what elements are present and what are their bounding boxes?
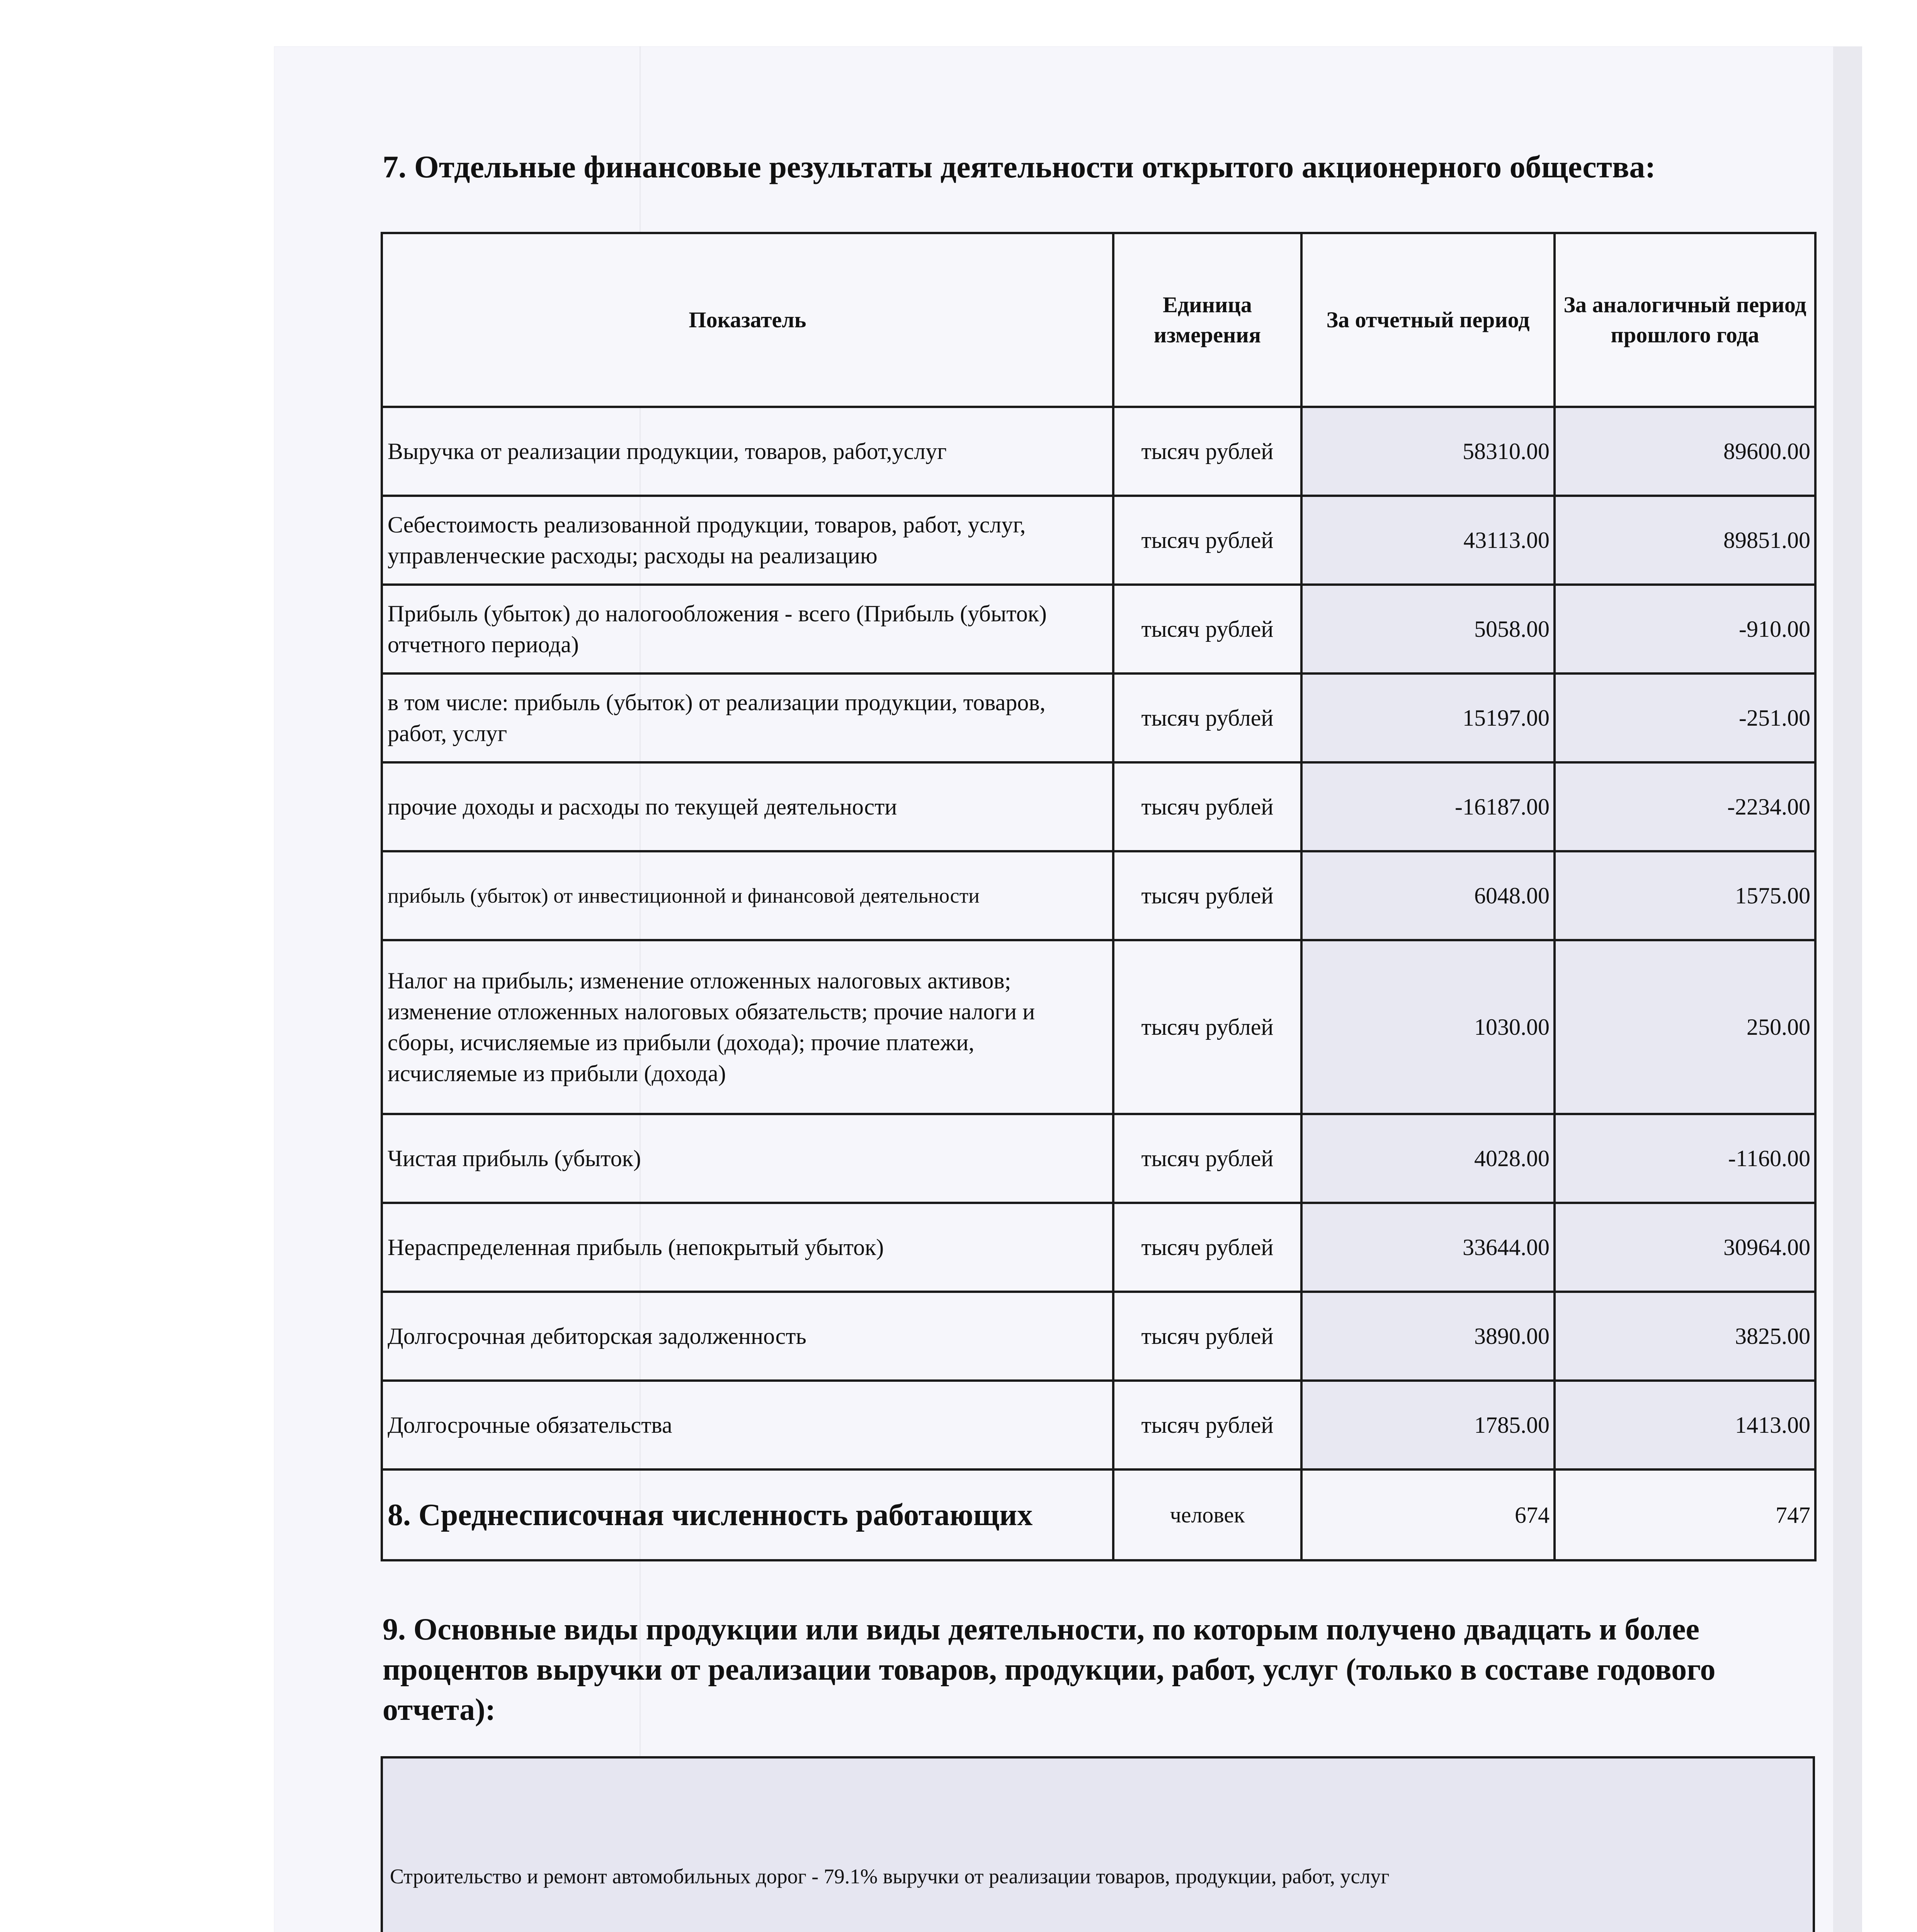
header-current-period: За отчетный период <box>1301 233 1555 407</box>
row-unit: тысяч рублей <box>1113 851 1301 940</box>
row-current: 4028.00 <box>1301 1114 1555 1203</box>
row-name: Долгосрочные обязательства <box>382 1381 1113 1469</box>
row-unit: тысяч рублей <box>1113 585 1301 673</box>
row-current: 33644.00 <box>1301 1203 1555 1292</box>
table-row <box>382 407 1815 496</box>
header-indicator: Показатель <box>382 233 1113 407</box>
row-unit: тысяч рублей <box>1113 1203 1301 1292</box>
row-previous: -251.00 <box>1555 673 1815 762</box>
row-previous: 1575.00 <box>1555 851 1815 940</box>
row-previous: -1160.00 <box>1555 1114 1815 1203</box>
row-current: 15197.00 <box>1301 673 1555 762</box>
row-unit: тысяч рублей <box>1113 1381 1301 1469</box>
table-row <box>382 673 1815 762</box>
section-7-title: 7. Отдельные финансовые результаты деятельности открытого акционерного общества: <box>383 149 1656 184</box>
row-unit: тысяч рублей <box>1113 673 1301 762</box>
table-header-row <box>382 233 1815 407</box>
employee-current: 674 <box>1301 1469 1555 1560</box>
table-row <box>382 851 1815 940</box>
row-name: в том числе: прибыль (убыток) от реализации продукции, товаров, работ, услуг <box>382 673 1113 762</box>
row-current: 43113.00 <box>1301 496 1555 585</box>
table-row <box>382 1203 1815 1292</box>
row-current: 1030.00 <box>1301 940 1555 1114</box>
section-8-title: 8. Среднесписочная численность работающих <box>382 1469 1113 1560</box>
header-unit: Единица измерения <box>1113 233 1301 407</box>
section-9-title: 9. Основные виды продукции или виды деятельности, по которым получено двадцать и более процентов выручки от реализации товаров, продукции, работ, услуг (только в составе годового отчета): <box>383 1612 1716 1727</box>
row-name: прибыль (убыток) от инвестиционной и финансовой деятельности <box>382 851 1113 940</box>
row-name: прочие доходы и расходы по текущей деятельности <box>382 762 1113 851</box>
row-current: 5058.00 <box>1301 585 1555 673</box>
row-current: 6048.00 <box>1301 851 1555 940</box>
row-current: 1785.00 <box>1301 1381 1555 1469</box>
row-current: 3890.00 <box>1301 1292 1555 1381</box>
row-unit: тысяч рублей <box>1113 1292 1301 1381</box>
row-previous: 3825.00 <box>1555 1292 1815 1381</box>
table-row <box>382 1114 1815 1203</box>
row-unit: тысяч рублей <box>1113 940 1301 1114</box>
table-row <box>382 1381 1815 1469</box>
row-previous: 89600.00 <box>1555 407 1815 496</box>
employee-unit: человек <box>1113 1469 1301 1560</box>
financial-results-table <box>381 232 1817 1561</box>
table-row <box>382 1292 1815 1381</box>
row-unit: тысяч рублей <box>1113 1114 1301 1203</box>
main-activity-box <box>381 1756 1815 1932</box>
row-name: Долгосрочная дебиторская задолженность <box>382 1292 1113 1381</box>
row-previous: -2234.00 <box>1555 762 1815 851</box>
row-name: Прибыль (убыток) до налогообложения - всего (Прибыль (убыток) отчетного периода) <box>382 585 1113 673</box>
row-unit: тысяч рублей <box>1113 762 1301 851</box>
row-previous: 250.00 <box>1555 940 1815 1114</box>
row-unit: тысяч рублей <box>1113 407 1301 496</box>
row-current: -16187.00 <box>1301 762 1555 851</box>
row-unit: тысяч рублей <box>1113 496 1301 585</box>
row-previous: 30964.00 <box>1555 1203 1815 1292</box>
table-row <box>382 762 1815 851</box>
table-row <box>382 940 1815 1114</box>
row-previous: -910.00 <box>1555 585 1815 673</box>
main-activity-text: Строительство и ремонт автомобильных дорог - 79.1% выручки от реализации товаров, продукции, работ, услуг <box>390 1865 1390 1888</box>
row-name: Чистая прибыль (убыток) <box>382 1114 1113 1203</box>
employee-count-row <box>382 1469 1815 1560</box>
row-previous: 89851.00 <box>1555 496 1815 585</box>
scan-edge-shadow <box>1833 46 1862 1932</box>
row-name: Себестоимость реализованной продукции, товаров, работ, услуг, управленческие расходы; расходы на реализацию <box>382 496 1113 585</box>
employee-previous: 747 <box>1555 1469 1815 1560</box>
header-previous-period: За аналогичный период прошлого года <box>1555 233 1815 407</box>
table-row <box>382 585 1815 673</box>
table-row <box>382 496 1815 585</box>
row-name: Налог на прибыль; изменение отложенных налоговых активов; изменение отложенных налоговых обязательств; прочие налоги и сборы, исчисляемые из прибыли (дохода); прочие платежи, исчисляемые из прибыли (дохода) <box>382 940 1113 1114</box>
row-previous: 1413.00 <box>1555 1381 1815 1469</box>
row-name: Выручка от реализации продукции, товаров, работ,услуг <box>382 407 1113 496</box>
row-current: 58310.00 <box>1301 407 1555 496</box>
row-name: Нераспределенная прибыль (непокрытый убыток) <box>382 1203 1113 1292</box>
